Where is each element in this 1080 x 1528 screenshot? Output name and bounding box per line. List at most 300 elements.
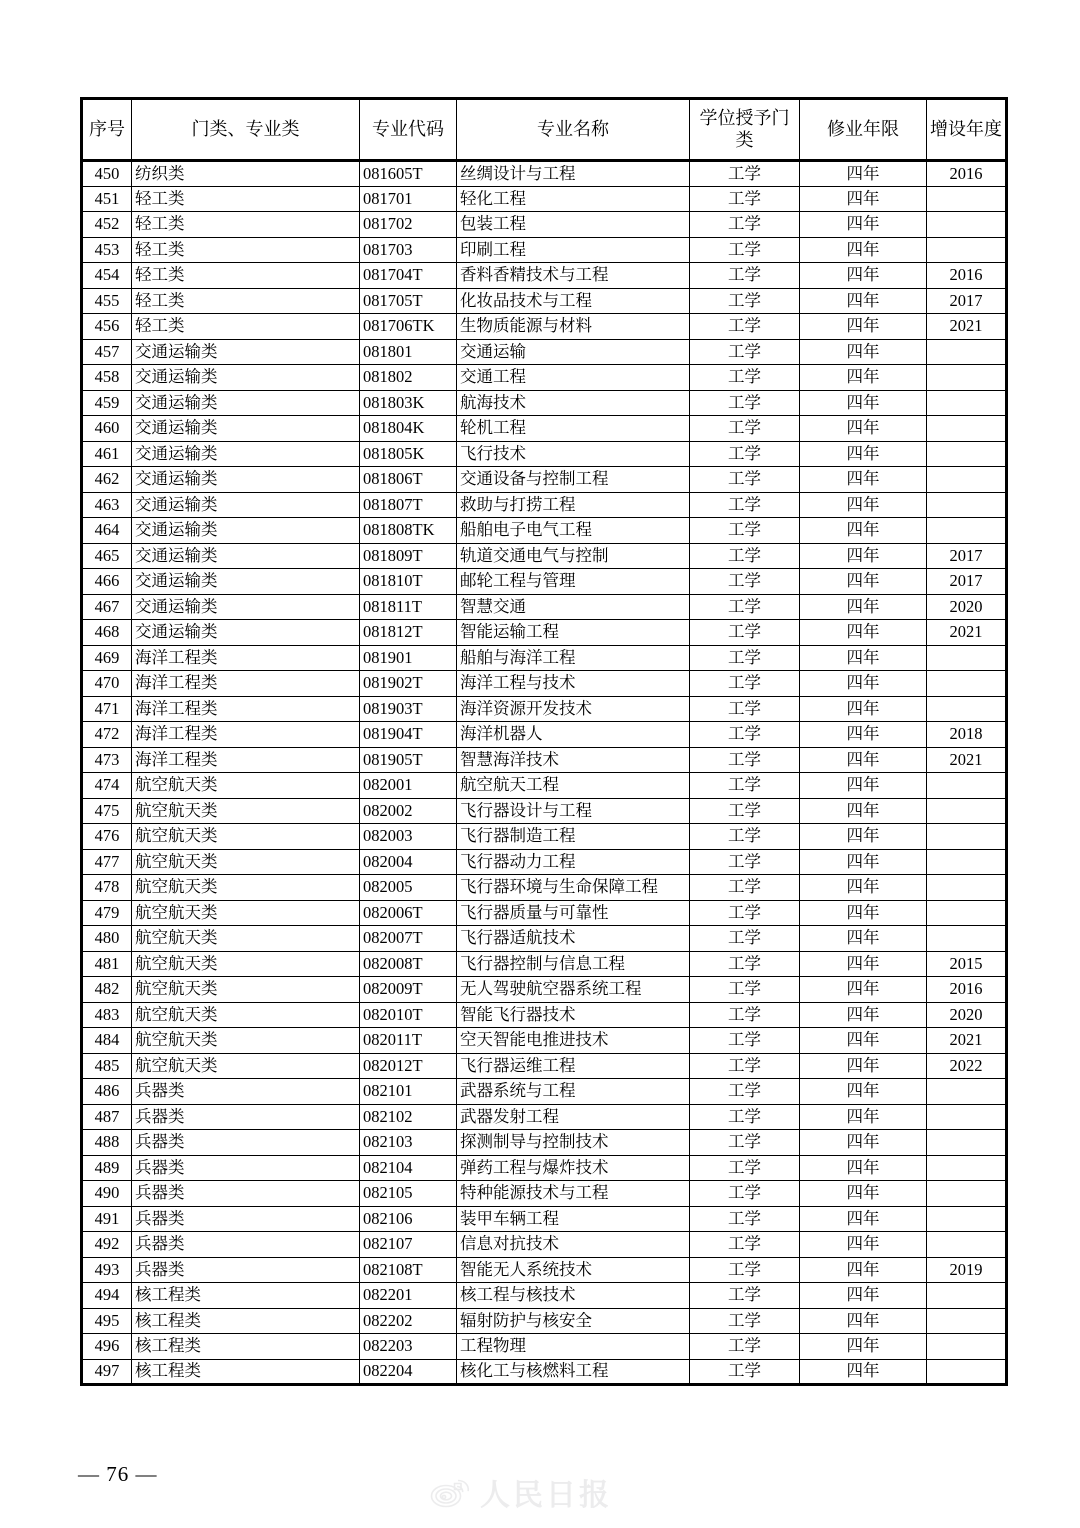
cell-degree-type: 工学 [690, 1181, 800, 1207]
major-catalog-table [80, 97, 1008, 1386]
cell-study-duration: 四年 [800, 1053, 927, 1079]
cell-sequence-number: 488 [82, 1130, 132, 1156]
table-row [82, 1181, 1007, 1207]
cell-degree-type: 工学 [690, 1308, 800, 1334]
cell-sequence-number: 487 [82, 1104, 132, 1130]
cell-study-duration: 四年 [800, 467, 927, 493]
cell-major-name: 飞行器适航技术 [457, 926, 690, 952]
cell-major-code: 081903T [360, 696, 457, 722]
cell-study-duration: 四年 [800, 263, 927, 289]
cell-added-year: 2021 [927, 747, 1007, 773]
cell-degree-type: 工学 [690, 467, 800, 493]
cell-category: 航空航天类 [132, 1028, 360, 1054]
cell-category: 航空航天类 [132, 773, 360, 799]
cell-sequence-number: 464 [82, 518, 132, 544]
cell-category: 轻工类 [132, 186, 360, 212]
cell-major-code: 082002 [360, 798, 457, 824]
cell-added-year [927, 1104, 1007, 1130]
cell-degree-type: 工学 [690, 1053, 800, 1079]
table-row [82, 1308, 1007, 1334]
table-row [82, 645, 1007, 671]
cell-study-duration: 四年 [800, 288, 927, 314]
cell-category: 航空航天类 [132, 977, 360, 1003]
cell-major-name: 轨道交通电气与控制 [457, 543, 690, 569]
cell-degree-type: 工学 [690, 1206, 800, 1232]
cell-major-name: 武器系统与工程 [457, 1079, 690, 1105]
cell-category: 轻工类 [132, 288, 360, 314]
cell-added-year [927, 1181, 1007, 1207]
cell-degree-type: 工学 [690, 237, 800, 263]
cell-added-year [927, 1334, 1007, 1360]
cell-major-code: 082004 [360, 849, 457, 875]
cell-major-code: 081902T [360, 671, 457, 697]
cell-major-name: 轮机工程 [457, 416, 690, 442]
cell-category: 兵器类 [132, 1130, 360, 1156]
cell-category: 轻工类 [132, 212, 360, 238]
cell-study-duration: 四年 [800, 926, 927, 952]
cell-major-name: 航海技术 [457, 390, 690, 416]
cell-added-year: 2020 [927, 594, 1007, 620]
cell-sequence-number: 465 [82, 543, 132, 569]
cell-category: 航空航天类 [132, 951, 360, 977]
cell-added-year [927, 875, 1007, 901]
table-row [82, 1257, 1007, 1283]
cell-category: 交通运输类 [132, 620, 360, 646]
cell-sequence-number: 493 [82, 1257, 132, 1283]
cell-study-duration: 四年 [800, 518, 927, 544]
cell-major-code: 082204 [360, 1359, 457, 1385]
cell-degree-type: 工学 [690, 696, 800, 722]
cell-major-name: 智能飞行器技术 [457, 1002, 690, 1028]
cell-added-year [927, 212, 1007, 238]
cell-sequence-number: 469 [82, 645, 132, 671]
cell-major-code: 082006T [360, 900, 457, 926]
cell-category: 交通运输类 [132, 339, 360, 365]
cell-category: 核工程类 [132, 1334, 360, 1360]
cell-major-name: 交通设备与控制工程 [457, 467, 690, 493]
cell-sequence-number: 456 [82, 314, 132, 340]
cell-category: 交通运输类 [132, 569, 360, 595]
cell-study-duration: 四年 [800, 1206, 927, 1232]
cell-sequence-number: 477 [82, 849, 132, 875]
cell-major-name: 包装工程 [457, 212, 690, 238]
cell-study-duration: 四年 [800, 212, 927, 238]
cell-added-year [927, 441, 1007, 467]
table-row [82, 1359, 1007, 1385]
cell-study-duration: 四年 [800, 645, 927, 671]
cell-study-duration: 四年 [800, 237, 927, 263]
table-header-row [82, 99, 1007, 161]
cell-degree-type: 工学 [690, 416, 800, 442]
page-number: — 76 — [78, 1462, 158, 1486]
cell-study-duration: 四年 [800, 1079, 927, 1105]
cell-major-name: 弹药工程与爆炸技术 [457, 1155, 690, 1181]
cell-added-year [927, 1232, 1007, 1258]
cell-major-name: 无人驾驶航空器系统工程 [457, 977, 690, 1003]
cell-added-year [927, 798, 1007, 824]
column-header-code: 专业代码 [360, 99, 457, 161]
cell-category: 轻工类 [132, 314, 360, 340]
cell-added-year [927, 671, 1007, 697]
cell-added-year [927, 518, 1007, 544]
column-header-seq: 序号 [82, 99, 132, 161]
cell-study-duration: 四年 [800, 441, 927, 467]
cell-major-name: 武器发射工程 [457, 1104, 690, 1130]
cell-major-code: 082106 [360, 1206, 457, 1232]
cell-added-year: 2017 [927, 288, 1007, 314]
cell-major-name: 辐射防护与核安全 [457, 1308, 690, 1334]
cell-degree-type: 工学 [690, 390, 800, 416]
cell-major-name: 飞行器运维工程 [457, 1053, 690, 1079]
cell-added-year [927, 416, 1007, 442]
cell-degree-type: 工学 [690, 849, 800, 875]
cell-added-year [927, 696, 1007, 722]
table-row [82, 263, 1007, 289]
cell-added-year [927, 237, 1007, 263]
cell-sequence-number: 452 [82, 212, 132, 238]
cell-category: 交通运输类 [132, 543, 360, 569]
table-row [82, 1130, 1007, 1156]
cell-major-code: 082107 [360, 1232, 457, 1258]
cell-added-year [927, 492, 1007, 518]
cell-study-duration: 四年 [800, 186, 927, 212]
cell-sequence-number: 496 [82, 1334, 132, 1360]
table-row [82, 849, 1007, 875]
cell-major-name: 救助与打捞工程 [457, 492, 690, 518]
cell-category: 海洋工程类 [132, 645, 360, 671]
cell-degree-type: 工学 [690, 543, 800, 569]
table-row [82, 722, 1007, 748]
cell-category: 航空航天类 [132, 798, 360, 824]
cell-added-year [927, 1130, 1007, 1156]
cell-sequence-number: 492 [82, 1232, 132, 1258]
cell-degree-type: 工学 [690, 314, 800, 340]
cell-major-name: 轻化工程 [457, 186, 690, 212]
cell-sequence-number: 475 [82, 798, 132, 824]
cell-major-name: 飞行器质量与可靠性 [457, 900, 690, 926]
table-row [82, 671, 1007, 697]
cell-added-year [927, 365, 1007, 391]
cell-sequence-number: 485 [82, 1053, 132, 1079]
cell-study-duration: 四年 [800, 875, 927, 901]
cell-major-code: 081905T [360, 747, 457, 773]
cell-study-duration: 四年 [800, 824, 927, 850]
cell-major-name: 飞行器设计与工程 [457, 798, 690, 824]
cell-category: 兵器类 [132, 1155, 360, 1181]
cell-major-code: 082202 [360, 1308, 457, 1334]
cell-added-year: 2021 [927, 314, 1007, 340]
cell-sequence-number: 457 [82, 339, 132, 365]
cell-sequence-number: 460 [82, 416, 132, 442]
table-row [82, 1283, 1007, 1309]
cell-added-year: 2020 [927, 1002, 1007, 1028]
cell-major-code: 081810T [360, 569, 457, 595]
cell-sequence-number: 495 [82, 1308, 132, 1334]
cell-category: 海洋工程类 [132, 722, 360, 748]
cell-major-code: 082008T [360, 951, 457, 977]
cell-degree-type: 工学 [690, 518, 800, 544]
cell-major-code: 082101 [360, 1079, 457, 1105]
cell-major-name: 飞行器控制与信息工程 [457, 951, 690, 977]
cell-added-year [927, 900, 1007, 926]
cell-study-duration: 四年 [800, 1002, 927, 1028]
cell-added-year [927, 926, 1007, 952]
cell-study-duration: 四年 [800, 900, 927, 926]
cell-degree-type: 工学 [690, 263, 800, 289]
cell-study-duration: 四年 [800, 1334, 927, 1360]
column-header-added: 增设年度 [927, 99, 1007, 161]
cell-degree-type: 工学 [690, 722, 800, 748]
cell-major-code: 081801 [360, 339, 457, 365]
cell-added-year: 2019 [927, 1257, 1007, 1283]
cell-sequence-number: 479 [82, 900, 132, 926]
cell-major-name: 航空航天工程 [457, 773, 690, 799]
cell-study-duration: 四年 [800, 620, 927, 646]
cell-study-duration: 四年 [800, 416, 927, 442]
cell-major-code: 082108T [360, 1257, 457, 1283]
cell-sequence-number: 476 [82, 824, 132, 850]
cell-sequence-number: 468 [82, 620, 132, 646]
table-row [82, 926, 1007, 952]
cell-degree-type: 工学 [690, 1283, 800, 1309]
cell-major-code: 081809T [360, 543, 457, 569]
table-row [82, 1104, 1007, 1130]
watermark [430, 1470, 612, 1514]
cell-study-duration: 四年 [800, 1155, 927, 1181]
cell-major-code: 081804K [360, 416, 457, 442]
cell-category: 轻工类 [132, 237, 360, 263]
column-header-category: 门类、专业类 [132, 99, 360, 161]
table-row [82, 186, 1007, 212]
cell-major-code: 081605T [360, 161, 457, 187]
cell-major-code: 081805K [360, 441, 457, 467]
cell-degree-type: 工学 [690, 747, 800, 773]
cell-major-code: 082011T [360, 1028, 457, 1054]
watermark-text: 人民日报 [480, 1479, 612, 1512]
cell-major-code: 081705T [360, 288, 457, 314]
cell-study-duration: 四年 [800, 1257, 927, 1283]
cell-added-year [927, 1308, 1007, 1334]
cell-study-duration: 四年 [800, 543, 927, 569]
cell-study-duration: 四年 [800, 339, 927, 365]
table-row [82, 390, 1007, 416]
cell-major-name: 香料香精技术与工程 [457, 263, 690, 289]
cell-sequence-number: 463 [82, 492, 132, 518]
cell-study-duration: 四年 [800, 365, 927, 391]
cell-major-code: 081806T [360, 467, 457, 493]
cell-major-name: 工程物理 [457, 1334, 690, 1360]
cell-category: 兵器类 [132, 1257, 360, 1283]
cell-category: 交通运输类 [132, 594, 360, 620]
cell-sequence-number: 491 [82, 1206, 132, 1232]
cell-category: 纺织类 [132, 161, 360, 187]
cell-major-code: 081706TK [360, 314, 457, 340]
cell-degree-type: 工学 [690, 1028, 800, 1054]
cell-study-duration: 四年 [800, 314, 927, 340]
cell-major-code: 082009T [360, 977, 457, 1003]
cell-sequence-number: 472 [82, 722, 132, 748]
cell-major-code: 082103 [360, 1130, 457, 1156]
table-row [82, 620, 1007, 646]
cell-category: 航空航天类 [132, 1053, 360, 1079]
cell-major-name: 生物质能源与材料 [457, 314, 690, 340]
cell-study-duration: 四年 [800, 1028, 927, 1054]
table-row [82, 747, 1007, 773]
cell-major-code: 081812T [360, 620, 457, 646]
cell-category: 交通运输类 [132, 467, 360, 493]
table-row [82, 824, 1007, 850]
table-row [82, 518, 1007, 544]
table-row [82, 314, 1007, 340]
cell-category: 兵器类 [132, 1206, 360, 1232]
table-row [82, 416, 1007, 442]
table-row [82, 1079, 1007, 1105]
cell-degree-type: 工学 [690, 186, 800, 212]
table-row [82, 900, 1007, 926]
cell-category: 交通运输类 [132, 416, 360, 442]
table-row [82, 365, 1007, 391]
cell-major-code: 081701 [360, 186, 457, 212]
cell-degree-type: 工学 [690, 824, 800, 850]
cell-study-duration: 四年 [800, 977, 927, 1003]
cell-added-year [927, 824, 1007, 850]
cell-study-duration: 四年 [800, 798, 927, 824]
cell-category: 航空航天类 [132, 849, 360, 875]
cell-degree-type: 工学 [690, 1104, 800, 1130]
cell-major-code: 081803K [360, 390, 457, 416]
table-row [82, 339, 1007, 365]
cell-major-name: 丝绸设计与工程 [457, 161, 690, 187]
cell-degree-type: 工学 [690, 212, 800, 238]
cell-major-code: 082105 [360, 1181, 457, 1207]
column-header-name: 专业名称 [457, 99, 690, 161]
cell-major-name: 飞行器环境与生命保障工程 [457, 875, 690, 901]
cell-category: 交通运输类 [132, 492, 360, 518]
cell-major-code: 081802 [360, 365, 457, 391]
cell-added-year: 2022 [927, 1053, 1007, 1079]
cell-added-year: 2021 [927, 1028, 1007, 1054]
cell-added-year [927, 849, 1007, 875]
cell-added-year [927, 773, 1007, 799]
cell-major-name: 智慧交通 [457, 594, 690, 620]
cell-added-year [927, 339, 1007, 365]
table-row [82, 569, 1007, 595]
cell-added-year [927, 467, 1007, 493]
cell-major-code: 082003 [360, 824, 457, 850]
cell-degree-type: 工学 [690, 161, 800, 187]
cell-major-code: 081807T [360, 492, 457, 518]
cell-major-code: 082005 [360, 875, 457, 901]
cell-sequence-number: 486 [82, 1079, 132, 1105]
cell-study-duration: 四年 [800, 569, 927, 595]
cell-study-duration: 四年 [800, 492, 927, 518]
cell-degree-type: 工学 [690, 951, 800, 977]
cell-category: 海洋工程类 [132, 747, 360, 773]
cell-major-code: 081904T [360, 722, 457, 748]
column-header-years: 修业年限 [800, 99, 927, 161]
cell-sequence-number: 480 [82, 926, 132, 952]
cell-added-year: 2016 [927, 263, 1007, 289]
cell-study-duration: 四年 [800, 671, 927, 697]
cell-degree-type: 工学 [690, 1257, 800, 1283]
cell-added-year [927, 1283, 1007, 1309]
cell-study-duration: 四年 [800, 1359, 927, 1385]
cell-category: 交通运输类 [132, 390, 360, 416]
weibo-logo-icon [430, 1475, 470, 1509]
cell-category: 海洋工程类 [132, 671, 360, 697]
cell-sequence-number: 478 [82, 875, 132, 901]
table-row [82, 951, 1007, 977]
cell-sequence-number: 484 [82, 1028, 132, 1054]
cell-degree-type: 工学 [690, 1130, 800, 1156]
cell-major-name: 交通运输 [457, 339, 690, 365]
table-row [82, 212, 1007, 238]
cell-added-year [927, 645, 1007, 671]
cell-major-name: 核工程与核技术 [457, 1283, 690, 1309]
table-row [82, 543, 1007, 569]
cell-category: 核工程类 [132, 1359, 360, 1385]
cell-degree-type: 工学 [690, 1232, 800, 1258]
cell-sequence-number: 474 [82, 773, 132, 799]
cell-sequence-number: 490 [82, 1181, 132, 1207]
cell-sequence-number: 462 [82, 467, 132, 493]
table-row [82, 798, 1007, 824]
cell-major-code: 081702 [360, 212, 457, 238]
cell-degree-type: 工学 [690, 594, 800, 620]
cell-degree-type: 工学 [690, 1079, 800, 1105]
cell-study-duration: 四年 [800, 1181, 927, 1207]
cell-sequence-number: 459 [82, 390, 132, 416]
cell-degree-type: 工学 [690, 492, 800, 518]
cell-sequence-number: 473 [82, 747, 132, 773]
cell-degree-type: 工学 [690, 645, 800, 671]
cell-major-name: 核化工与核燃料工程 [457, 1359, 690, 1385]
cell-sequence-number: 454 [82, 263, 132, 289]
cell-category: 海洋工程类 [132, 696, 360, 722]
table-row [82, 288, 1007, 314]
cell-sequence-number: 453 [82, 237, 132, 263]
cell-study-duration: 四年 [800, 722, 927, 748]
cell-major-name: 化妆品技术与工程 [457, 288, 690, 314]
cell-study-duration: 四年 [800, 849, 927, 875]
cell-sequence-number: 471 [82, 696, 132, 722]
cell-added-year [927, 1206, 1007, 1232]
cell-sequence-number: 483 [82, 1002, 132, 1028]
cell-study-duration: 四年 [800, 1308, 927, 1334]
table-row [82, 161, 1007, 187]
cell-major-name: 海洋工程与技术 [457, 671, 690, 697]
table-body [82, 161, 1007, 1385]
cell-major-name: 交通工程 [457, 365, 690, 391]
cell-added-year: 2021 [927, 620, 1007, 646]
cell-study-duration: 四年 [800, 1130, 927, 1156]
cell-major-code: 081811T [360, 594, 457, 620]
cell-category: 轻工类 [132, 263, 360, 289]
cell-added-year [927, 1155, 1007, 1181]
cell-sequence-number: 482 [82, 977, 132, 1003]
cell-sequence-number: 451 [82, 186, 132, 212]
table-row [82, 1232, 1007, 1258]
cell-sequence-number: 458 [82, 365, 132, 391]
cell-sequence-number: 466 [82, 569, 132, 595]
cell-category: 交通运输类 [132, 518, 360, 544]
cell-added-year: 2018 [927, 722, 1007, 748]
cell-study-duration: 四年 [800, 747, 927, 773]
cell-category: 航空航天类 [132, 900, 360, 926]
cell-degree-type: 工学 [690, 773, 800, 799]
cell-sequence-number: 467 [82, 594, 132, 620]
cell-sequence-number: 497 [82, 1359, 132, 1385]
